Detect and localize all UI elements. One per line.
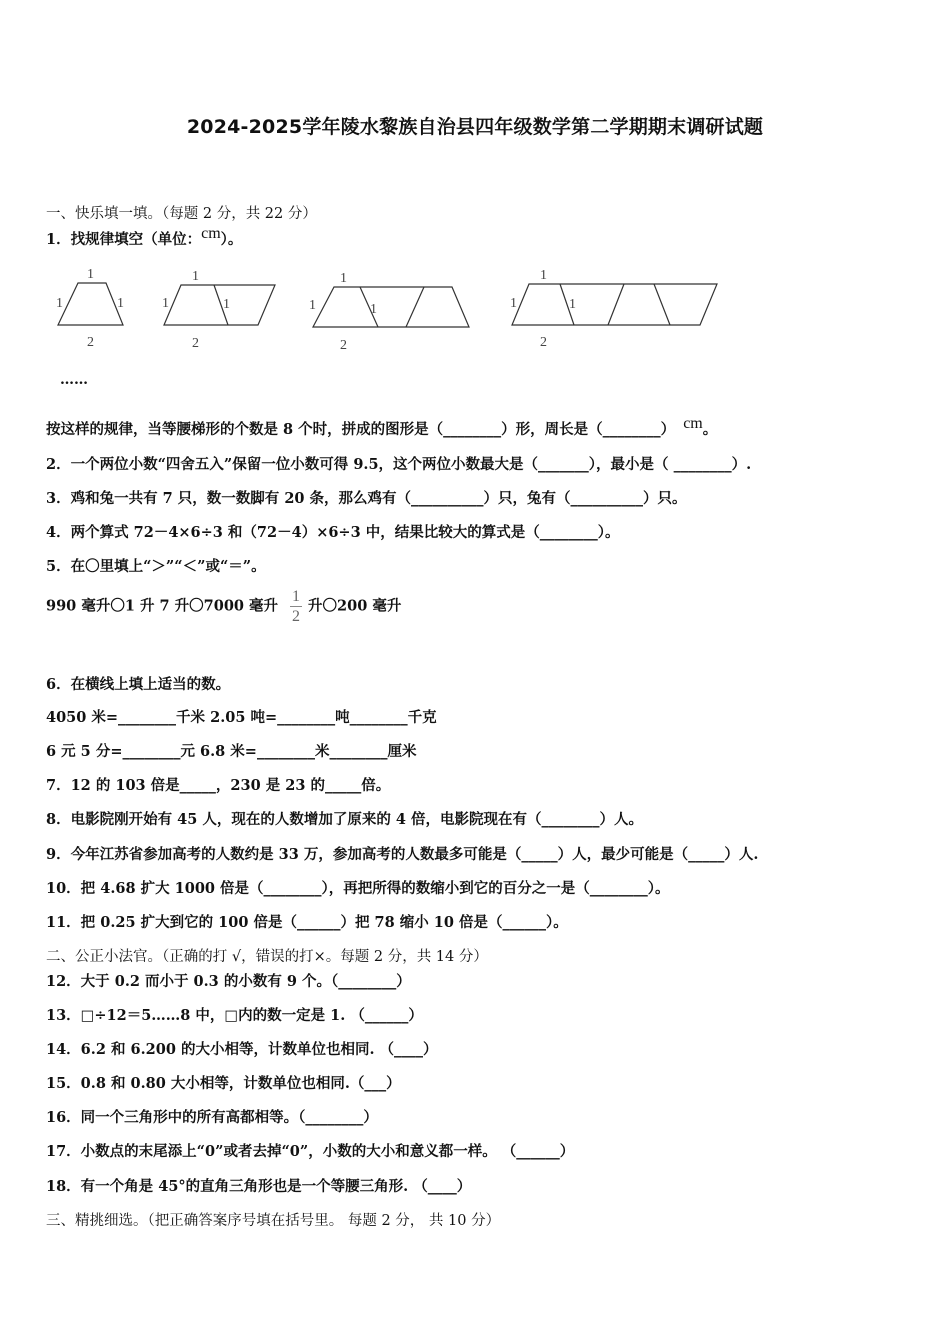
label-left: 1 [56,296,63,311]
section-3-heading: 三、精挑细选。（把正确答案序号填在括号里。 每题 2 分， 共 10 分） [46,1213,501,1229]
label-right: 1 [117,296,124,311]
divider-line [406,287,424,327]
section-1-heading: 一、快乐填一填。（每题 2 分，共 22 分） [46,206,317,222]
question-17: 17．小数点的末尾添上“0”或者去掉“0”，小数的大小和意义都一样。 （______） [46,1143,575,1160]
question-1-continued [46,415,718,439]
parallelogram-4 [512,284,717,325]
question-16: 16．同一个三角形中的所有高都相等。（________） [46,1109,378,1126]
section-2-heading: 二、公正小法官。（正确的打 √，错误的打×。每题 2 分，共 14 分） [46,949,488,965]
label-middle: 1 [223,297,230,312]
question-5: 5．在〇里填上“＞”“＜”或“＝”。 [46,558,266,575]
compare-items-1: 990 毫升〇1 升 7 升〇7000 毫升 [46,597,279,615]
label-bottom: 2 [340,338,347,353]
question-4: 4．两个算式 72－4×6÷3 和（72－4）×6÷3 中，结果比较大的算式是（________）。 [46,524,620,541]
parallelogram-2 [164,285,275,325]
divider-line [608,284,624,325]
question-7: 7．12 的 103 倍是_____，230 是 23 的_____倍。 [46,777,391,794]
question-1b-text: 按这样的规律，当等腰梯形的个数是 8 个时，拼成的图形是（________）形，周长是（________） [46,421,676,438]
label-left: 1 [309,298,316,313]
label-bottom: 2 [87,335,94,350]
label-left: 1 [510,296,517,311]
continuation-dots: …… [60,372,88,388]
compare-items-2: 升〇200 毫升 [308,597,402,615]
question-11: 11．把 0.25 扩大到它的 100 倍是（______）把 78 缩小 10 倍是（______）。 [46,914,568,931]
trapezoid-3 [313,287,469,327]
label-bottom: 2 [540,335,547,350]
label-left: 1 [162,296,169,311]
question-1b-end: 。 [702,421,718,438]
trapezoid-1 [58,283,123,325]
divider-line [654,284,670,325]
fraction-bar [290,606,302,607]
fraction-one-half [290,588,302,625]
question-18: 18．有一个角是 45°的直角三角形也是一个等腰三角形. （____） [46,1178,472,1195]
fraction-numerator: 1 [292,588,301,605]
question-5-items [46,588,401,625]
question-13: 13．□÷12＝5……8 中，□内的数一定是 1. （______） [46,1007,423,1024]
question-10: 10．把 4.68 扩大 1000 倍是（________），再把所得的数缩小到它的百分之一是（________）。 [46,880,670,897]
question-2: 2．一个两位小数“四舍五入”保留一位小数可得 9.5，这个两位小数最大是（_______），最小是（ ________）. [46,456,752,473]
trapezoid-pattern-figure [0,260,760,360]
unit-cm: cm [201,225,221,242]
question-14: 14．6.2 和 6.200 的大小相等，计数单位也相同. （____） [46,1041,438,1058]
label-bottom: 2 [192,336,199,351]
question-1 [46,225,243,249]
label-top: 1 [540,268,547,283]
question-15: 15．0.8 和 0.80 大小相等，计数单位也相同.（___） [46,1075,401,1092]
label-middle: 1 [569,297,576,312]
question-9: 9．今年江苏省参加高考的人数约是 33 万，参加高考的人数最多可能是（_____）人，最少可能是（_____）人. [46,846,759,863]
unit-cm: cm [683,415,703,432]
label-top: 1 [340,271,347,286]
label-top: 1 [87,267,94,282]
question-8: 8．电影院刚开始有 45 人，现在的人数增加了原来的 4 倍，电影院现在有（________）人。 [46,811,644,828]
question-6-row-2: 6 元 5 分=________元 6.8 米=________米________厘米 [46,743,417,760]
question-3: 3．鸡和兔一共有 7 只，数一数脚有 20 条，那么鸡有（__________）只，兔有（__________）只。 [46,490,687,507]
label-top: 1 [192,269,199,284]
question-1-close: ）。 [220,231,243,248]
question-6: 6．在横线上填上适当的数。 [46,676,231,693]
label-middle: 1 [370,302,377,317]
question-1-text: 1．找规律填空（单位： [46,231,202,248]
question-6-row-1: 4050 米=________千米 2.05 吨=________吨________千克 [46,709,437,726]
fraction-denominator: 2 [292,608,301,625]
page-title: 2024-2025学年陵水黎族自治县四年级数学第二学期期末调研试题 [186,116,764,138]
question-12: 12．大于 0.2 而小于 0.3 的小数有 9 个。（________） [46,973,411,990]
